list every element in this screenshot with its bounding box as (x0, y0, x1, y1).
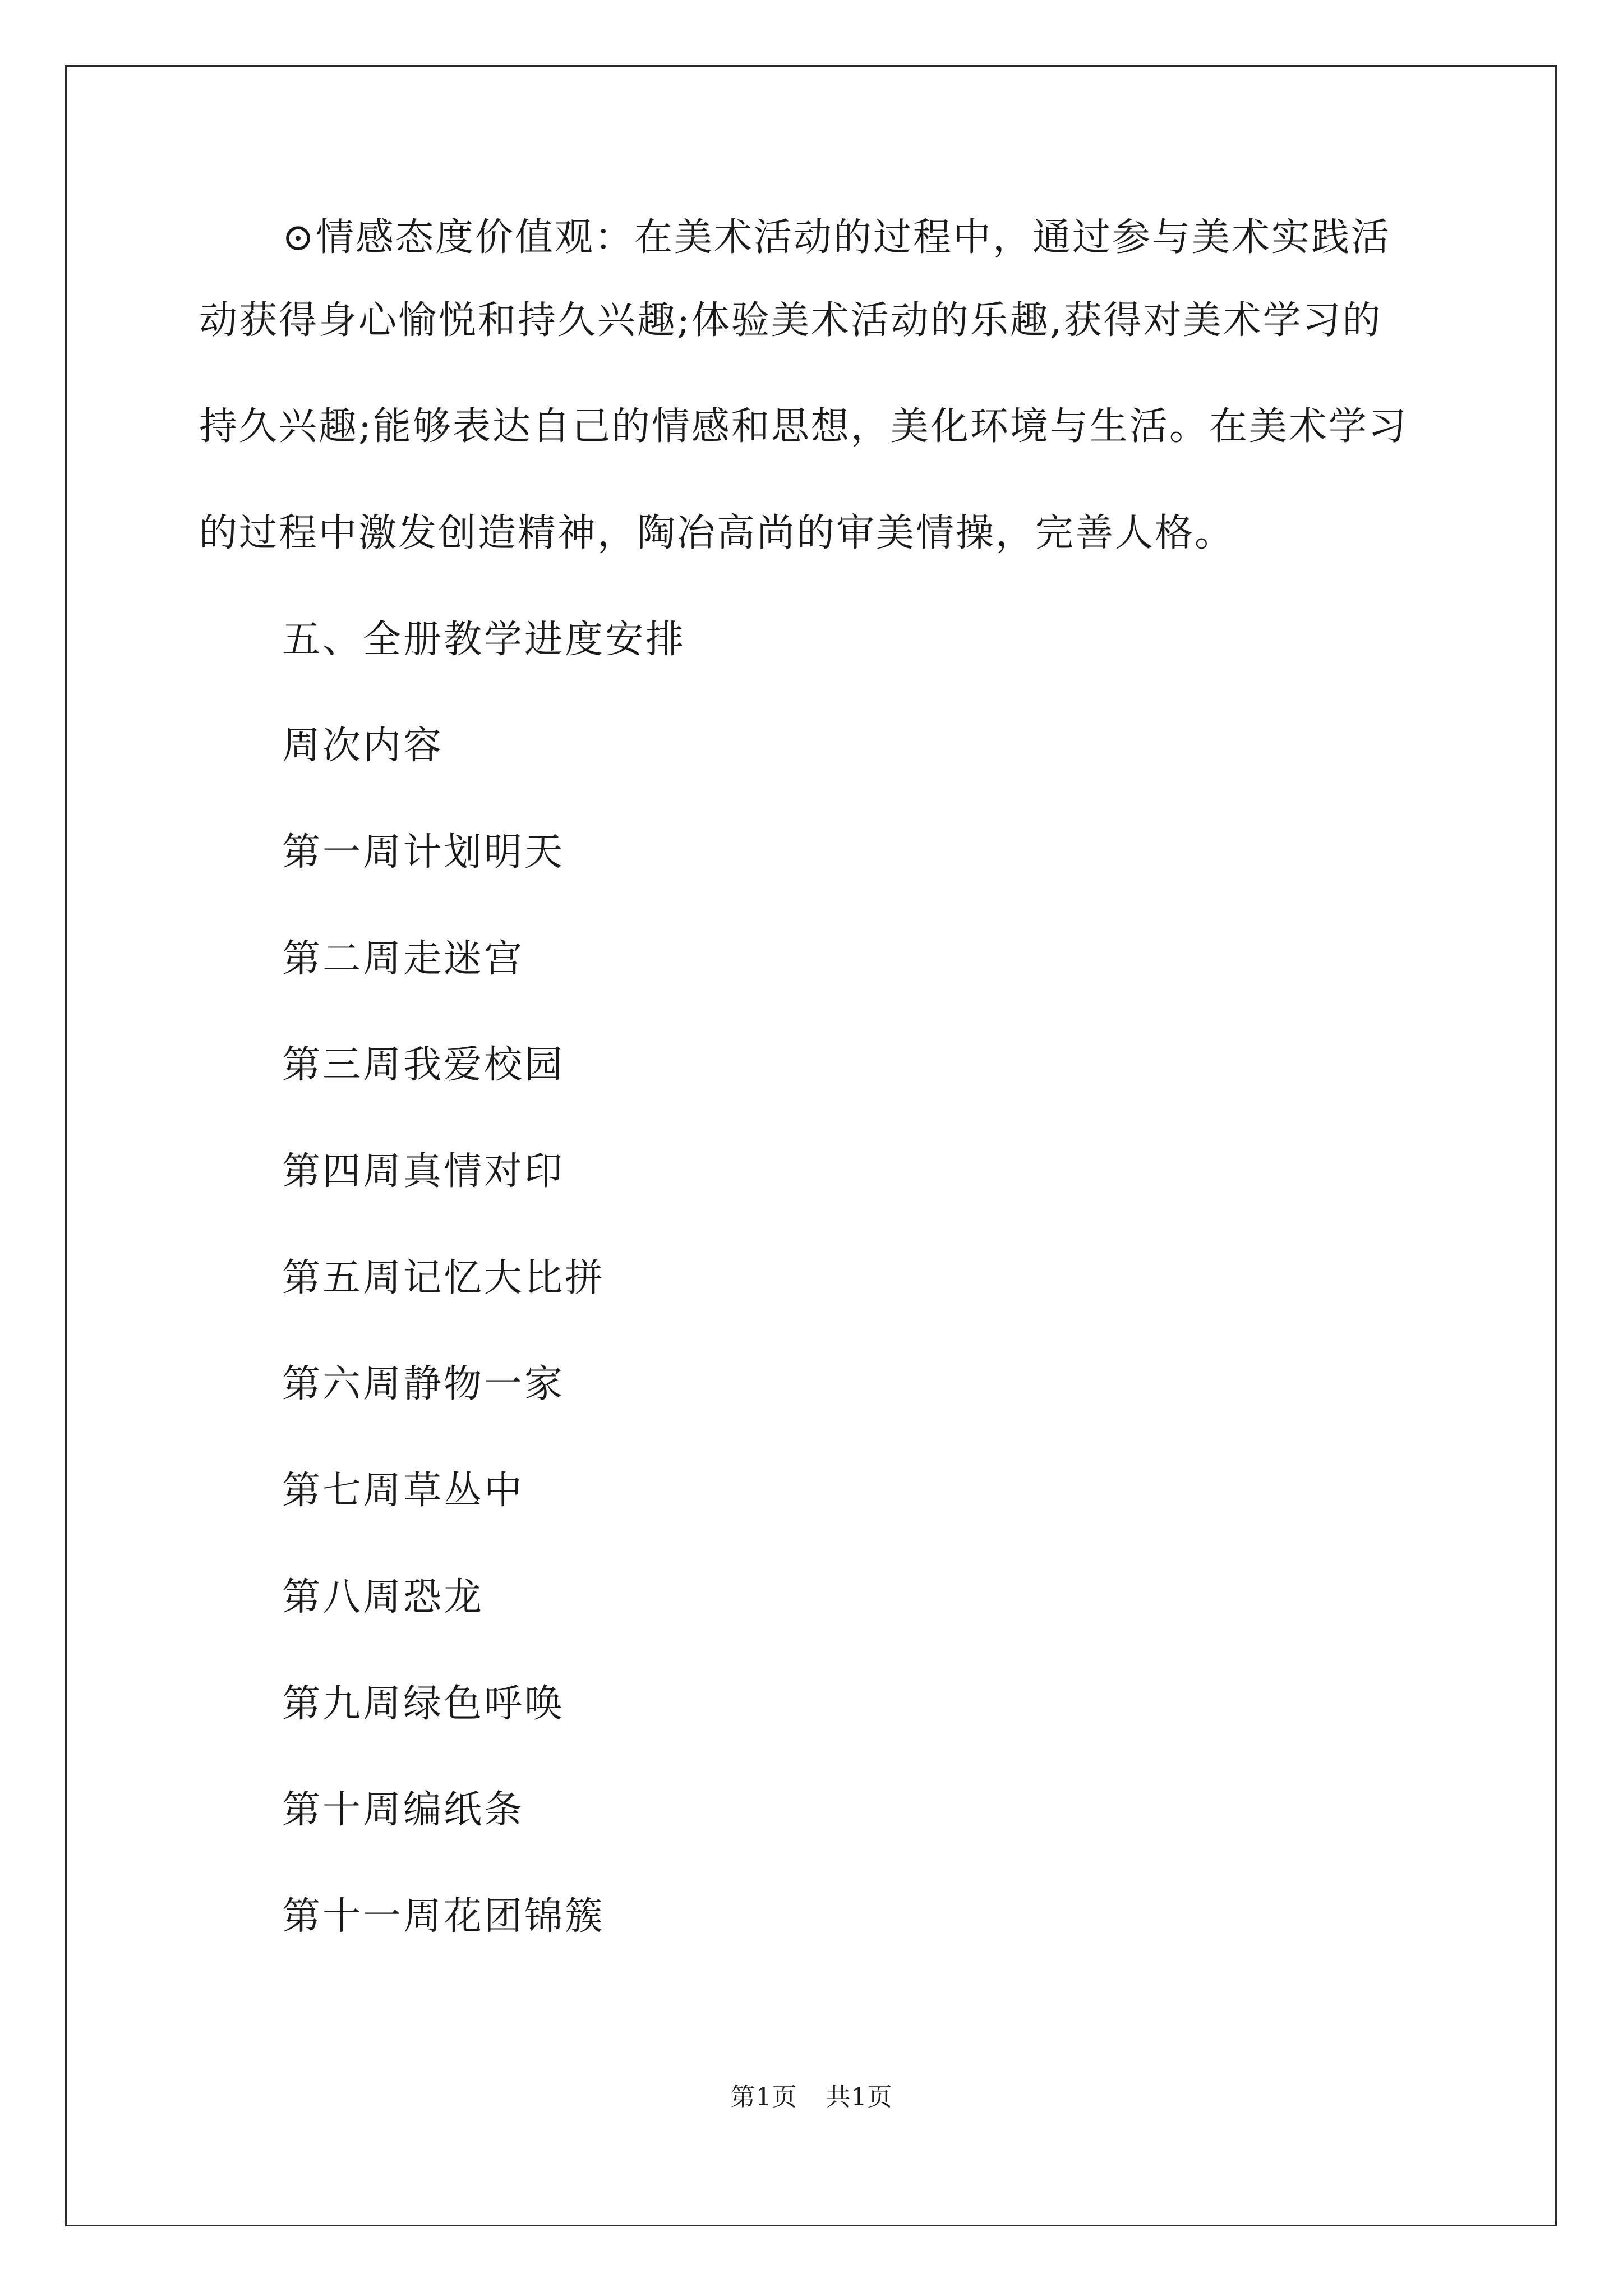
schedule-item: 第六周静物一家 (282, 1362, 565, 1406)
schedule-item: 第八周恐龙 (282, 1575, 485, 1619)
intro-line-2: 动获得身心愉悦和持久兴趣;体验美术活动的乐趣,获得对美术学习的 (199, 298, 1382, 343)
intro-line-1: ⊙情感态度价值观：在美术活动的过程中，通过参与美术实践活 (282, 215, 1391, 260)
intro-line-4: 的过程中激发创造精神，陶冶高尚的审美情操，完善人格。 (199, 511, 1235, 555)
intro-line-3: 持久兴趣;能够表达自己的情感和思想，美化环境与生活。在美术学习 (199, 404, 1408, 449)
schedule-item: 第九周绿色呼唤 (282, 1682, 565, 1726)
schedule-header: 周次内容 (282, 724, 444, 768)
schedule-item: 第一周计划明天 (282, 830, 565, 875)
schedule-item: 第十一周花团锦簇 (282, 1894, 606, 1939)
page-footer (0, 2077, 1623, 2113)
section-heading: 五、全册教学进度安排 (282, 618, 686, 662)
page-number: 第1页 (730, 2083, 797, 2111)
schedule-item: 第五周记忆大比拼 (282, 1256, 606, 1300)
schedule-item: 第七周草丛中 (282, 1469, 525, 1513)
schedule-item: 第四周真情对印 (282, 1149, 565, 1194)
schedule-item: 第十周编纸条 (282, 1788, 525, 1832)
schedule-item: 第三周我爱校园 (282, 1043, 565, 1087)
page-total: 共1页 (826, 2083, 893, 2111)
schedule-item: 第二周走迷宫 (282, 937, 525, 981)
